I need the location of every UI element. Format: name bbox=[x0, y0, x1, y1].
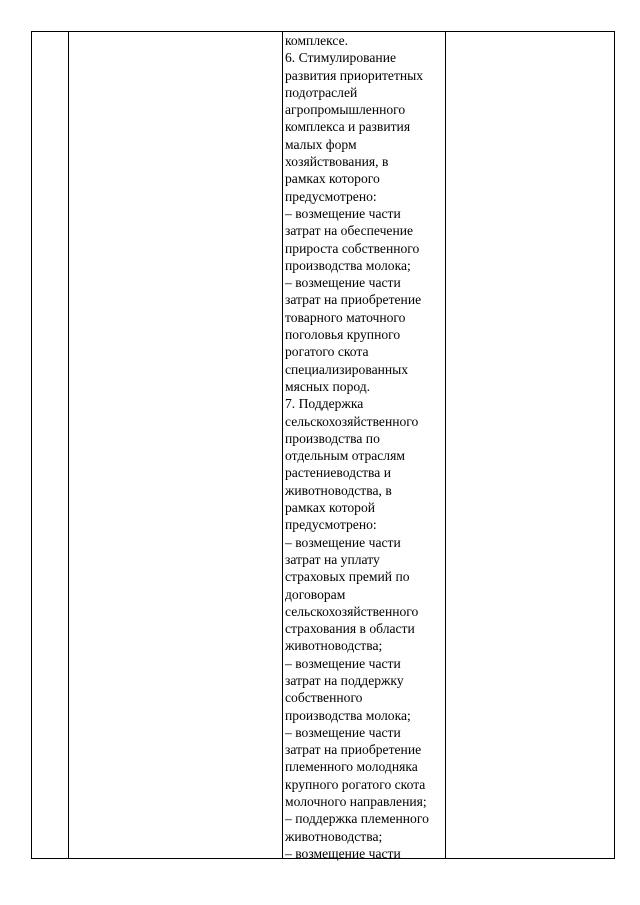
text-line: страхования в области bbox=[285, 621, 415, 637]
column-divider-1 bbox=[68, 32, 69, 858]
text-line: прироста собственного bbox=[285, 240, 420, 256]
text-line: затрат на поддержку bbox=[285, 672, 404, 688]
text-line: затрат на приобретение bbox=[285, 742, 422, 758]
text-line: – возмещение части bbox=[285, 845, 401, 861]
text-line: – возмещение части bbox=[285, 275, 401, 291]
text-line: животноводства; bbox=[285, 828, 383, 844]
text-line: рамках которого bbox=[285, 171, 380, 187]
text-line: производства молока; bbox=[285, 707, 411, 723]
text-line: комплекса и развития bbox=[285, 119, 411, 135]
text-line: мясных пород. bbox=[285, 378, 371, 394]
text-line: затрат на обеспечение bbox=[285, 223, 414, 239]
text-line: отдельным отраслям bbox=[285, 448, 405, 464]
text-line: предусмотрено: bbox=[285, 188, 377, 204]
text-line: предусмотрено: bbox=[285, 517, 377, 533]
text-line: страховых премий по bbox=[285, 569, 410, 585]
text-line: договорам bbox=[285, 586, 346, 602]
text-line: товарного маточного bbox=[285, 309, 406, 325]
text-line: растениеводства и bbox=[285, 465, 391, 481]
text-line: рамках которой bbox=[285, 500, 376, 516]
text-line: поголовья крупного bbox=[285, 327, 401, 343]
text-line: крупного рогатого скота bbox=[285, 776, 426, 792]
text-line: животноводства; bbox=[285, 638, 383, 654]
measures-column-text bbox=[285, 32, 447, 862]
text-line: затрат на уплату bbox=[285, 551, 380, 567]
text-line: 6. Стимулирование bbox=[285, 50, 397, 66]
text-line: комплексе. bbox=[285, 33, 349, 48]
column-divider-2 bbox=[282, 32, 283, 858]
text-line: рогатого скота bbox=[285, 344, 369, 360]
text-line: – возмещение части bbox=[285, 205, 401, 221]
document-table bbox=[31, 31, 615, 859]
text-line: племенного молодняка bbox=[285, 759, 418, 775]
text-line: 7. Поддержка bbox=[285, 396, 364, 412]
text-line: хозяйствования, в bbox=[285, 154, 389, 170]
text-line: сельскохозяйственного bbox=[285, 413, 419, 429]
text-line: – поддержка племенного bbox=[285, 811, 429, 827]
text-line: агропромышленного bbox=[285, 102, 406, 118]
text-line: – возмещение части bbox=[285, 724, 401, 740]
text-line: развития приоритетных bbox=[285, 67, 424, 83]
text-line: животноводства, в bbox=[285, 482, 392, 498]
text-line: затрат на приобретение bbox=[285, 292, 422, 308]
text-line: – возмещение части bbox=[285, 534, 401, 550]
text-line: молочного направления; bbox=[285, 794, 427, 810]
text-line: производства молока; bbox=[285, 257, 411, 273]
text-line: подотраслей bbox=[285, 84, 358, 100]
text-line: – возмещение части bbox=[285, 655, 401, 671]
text-line: малых форм bbox=[285, 136, 357, 152]
text-line: производства по bbox=[285, 430, 380, 446]
text-line: специализированных bbox=[285, 361, 409, 377]
text-line: сельскохозяйственного bbox=[285, 603, 419, 619]
text-line: собственного bbox=[285, 690, 363, 706]
